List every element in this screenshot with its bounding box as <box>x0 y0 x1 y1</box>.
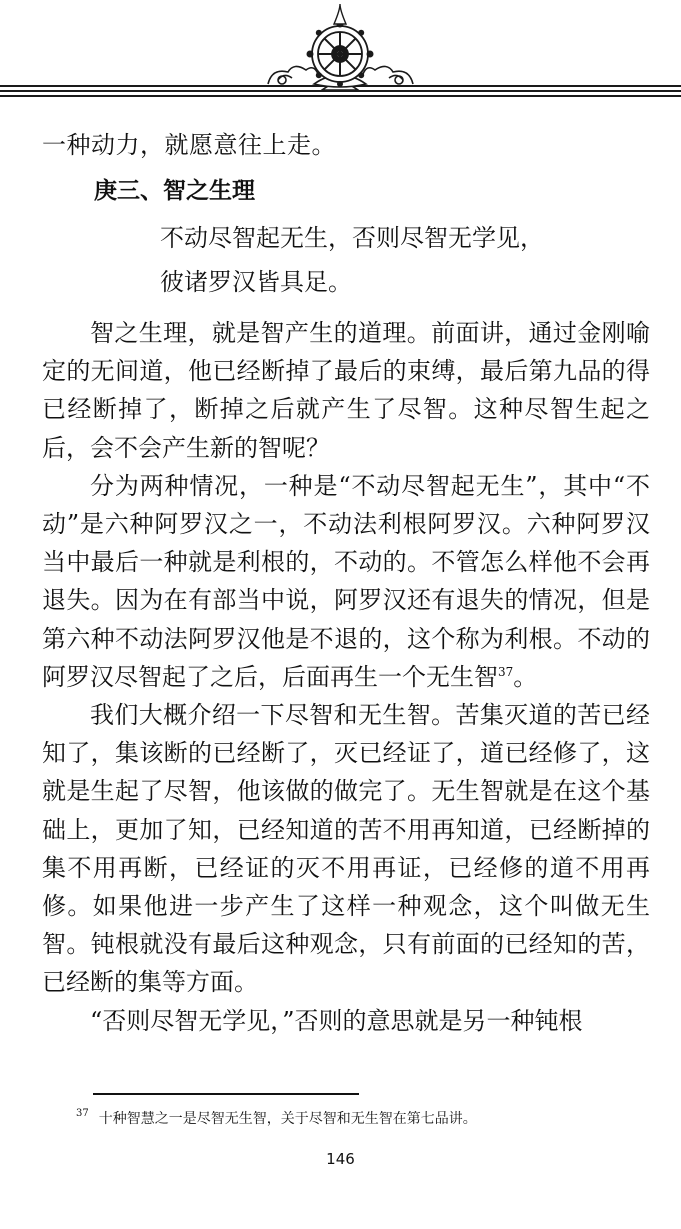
paragraph: “否则尽智无学见，”否则的意思就是另一种钝根 <box>90 1006 583 1035</box>
dharma-wheel-icon <box>0 0 681 110</box>
paragraph-text: 分为两种情况，一种是“不动尽智起无生”，其中“不动”是六种阿罗汉之一，不动法利根阿罗汉。六种阿罗汉当中最后一种就是利根的，不动的。不管怎么样他不会再退失。因为在有部当中说，阿罗汉还有退失的情况，但是第六种不动法阿罗汉他是不退的，这个称为利根。不动的阿罗汉尽智起了之后，后面再生一个无生智 <box>42 471 650 691</box>
paragraph: 我们大概介绍一下尽智和无生智。苦集灭道的苦已经知了，集该断的已经断了，灭已经证了，道已经修了，这就是生起了尽智，他该做的做完了。无生智就是在这个基础上，更加了知，已经知道的苦不用再知道，已经断掉的集不用再断，已经证的灭不用再证，已经修的道不用再修。如果他进一步产生了这样一种观念，这个叫做无生智。钝根就没有最后这种观念，只有前面的已经知的苦，已经断的集等方面。 <box>42 701 650 997</box>
verse-block <box>160 216 650 304</box>
verse-line: 彼诸罗汉皆具足。 <box>160 268 352 296</box>
page-number: 146 <box>326 1150 355 1168</box>
footnote-reference[interactable]: 37 <box>498 664 514 679</box>
footnote-text: 十种智慧之一是尽智无生智，关于尽智和无生智在第七品讲。 <box>98 1111 477 1127</box>
header-ornament <box>0 0 681 110</box>
top-line: 一种动力，就愿意往上走。 <box>42 131 336 159</box>
footnote <box>76 1108 477 1128</box>
verse-line: 不动尽智起无生，否则尽智无学见， <box>160 224 544 252</box>
page-body <box>42 126 650 1040</box>
section-heading: 庚三、智之生理 <box>94 178 255 204</box>
footnote-number: 37 <box>76 1108 89 1119</box>
paragraph: 智之生理，就是智产生的道理。前面讲，通过金刚喻定的无间道，他已经断掉了最后的束缚，最后第九品的得已经断掉了，断掉之后就产生了尽智。这种尽智生起之后，会不会产生新的智呢？ <box>42 319 650 462</box>
paragraph-with-footnote: 分为两种情况，一种是“不动尽智起无生”，其中“不动”是六种阿罗汉之一，不动法利根阿罗汉。六种阿罗汉当中最后一种就是利根的，不动的。不管怎么样他不会再退失。因为在有部当中说，阿罗汉还有退失的情况，但是第六种不动法阿罗汉他是不退的，这个称为利根。不动的阿罗汉尽智起了之后，后面再生一个无生智$^{37}$。 <box>42 471 650 691</box>
footnote-divider <box>93 1093 359 1095</box>
